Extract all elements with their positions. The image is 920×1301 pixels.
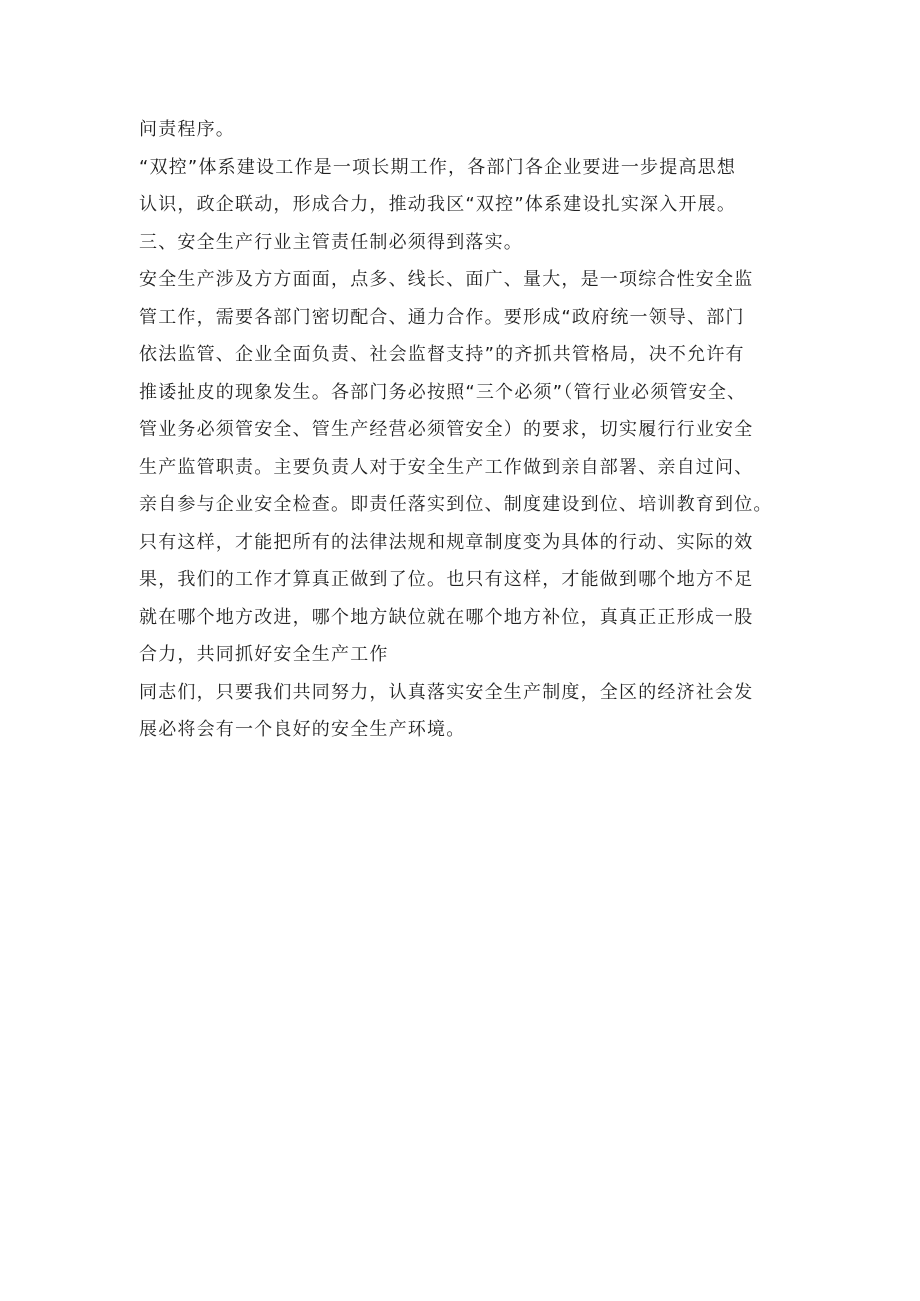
text-line: 生产监管职责。主要负责人对于安全生产工作做到亲自部署、亲自过问、: [139, 456, 754, 478]
paragraph-2: [139, 149, 799, 224]
text-line: 亲自参与企业安全检查。即责任落实到位、制度建设到位、培训教育到位。: [139, 494, 773, 515]
text-line: 同志们，只要我们共同努力，认真落实安全生产制度，全区的经济社会发: [139, 681, 754, 703]
paragraph-5: [139, 674, 799, 749]
section-heading: [139, 224, 799, 262]
text-line: 依法监管、企业全面负责、社会监督支持”的齐抓共管格局，决不允许有: [139, 344, 745, 365]
text-line: 安全生产涉及方方面面，点多、线长、面广、量大，是一项综合性安全监: [139, 269, 754, 290]
text-line: 推诿扯皮的现象发生。各部门务必按照“三个必须”（管行业必须管安全、: [139, 381, 747, 403]
text-line: 只有这样，才能把所有的法律法规和规章制度变为具体的行动、实际的效: [139, 531, 754, 553]
text-line: 合力，共同抓好安全生产工作: [139, 644, 389, 665]
text-line: 管业务必须管安全、管生产经营必须管安全）的要求，切实履行行业安全: [139, 419, 754, 440]
paragraph-4: [139, 261, 799, 674]
text-line: 展必将会有一个良好的安全生产环境。: [139, 719, 466, 740]
paragraph-1: [139, 111, 799, 149]
text-line: 果，我们的工作才算真正做到了位。也只有这样，才能做到哪个地方不足: [139, 569, 754, 590]
text-line: 认识，政企联动，形成合力，推动我区“双控”体系建设扎实深入开展。: [139, 194, 737, 215]
text-line: 管工作，需要各部门密切配合、通力合作。要形成“政府统一领导、部门: [139, 306, 745, 328]
heading-line: 三、安全生产行业主管责任制必须得到落实。: [139, 231, 523, 253]
text-line: 问责程序。: [139, 119, 235, 140]
text-line: 就在哪个地方改进，哪个地方缺位就在哪个地方补位，真真正正形成一股: [139, 606, 754, 628]
document-body: [139, 111, 799, 749]
text-line: “双控”体系建设工作是一项长期工作，各部门各企业要进一步提高思想: [139, 156, 737, 178]
